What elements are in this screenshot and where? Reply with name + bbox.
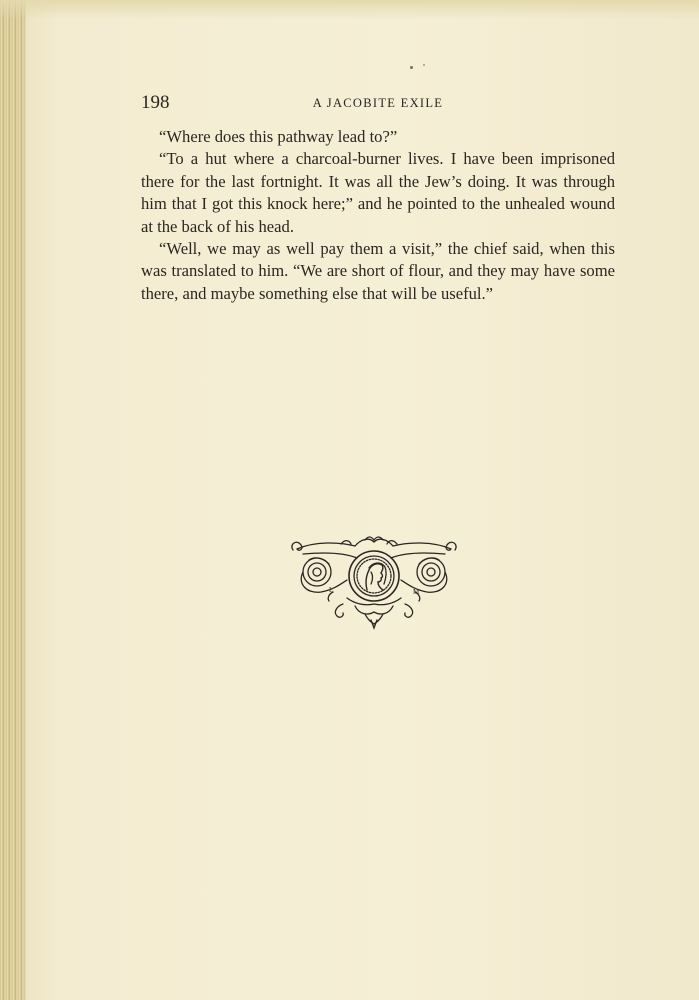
running-title: A JACOBITE EXILE [312,96,444,110]
paragraph: “Well, we may as well pay them a visit,” the chief said, when this was translated to him. “We are short of flour, and they may have some there, and maybe something else that will be useful.” [141,239,615,303]
page-number: 198 [141,92,170,113]
body-text [141,126,615,305]
ornament-monogram-right: M [413,588,420,596]
ornament-monogram-left: L [329,586,334,594]
tailpiece-ornament-icon [285,532,463,632]
page-header [141,92,615,116]
paper-speck [423,64,425,66]
page-gutter [0,0,26,1000]
paragraph: “Where does this pathway lead to?” [159,127,398,146]
paragraph: “To a hut where a charcoal-burner lives. I have been imprisoned there for the last fortnight. It was all the Jew’s doing. It was through him that I got this knock here;” and he pointed to the unhealed wound at the back of his head. [141,149,615,236]
page-edge-shadow [0,0,699,20]
paper-speck [410,66,413,69]
